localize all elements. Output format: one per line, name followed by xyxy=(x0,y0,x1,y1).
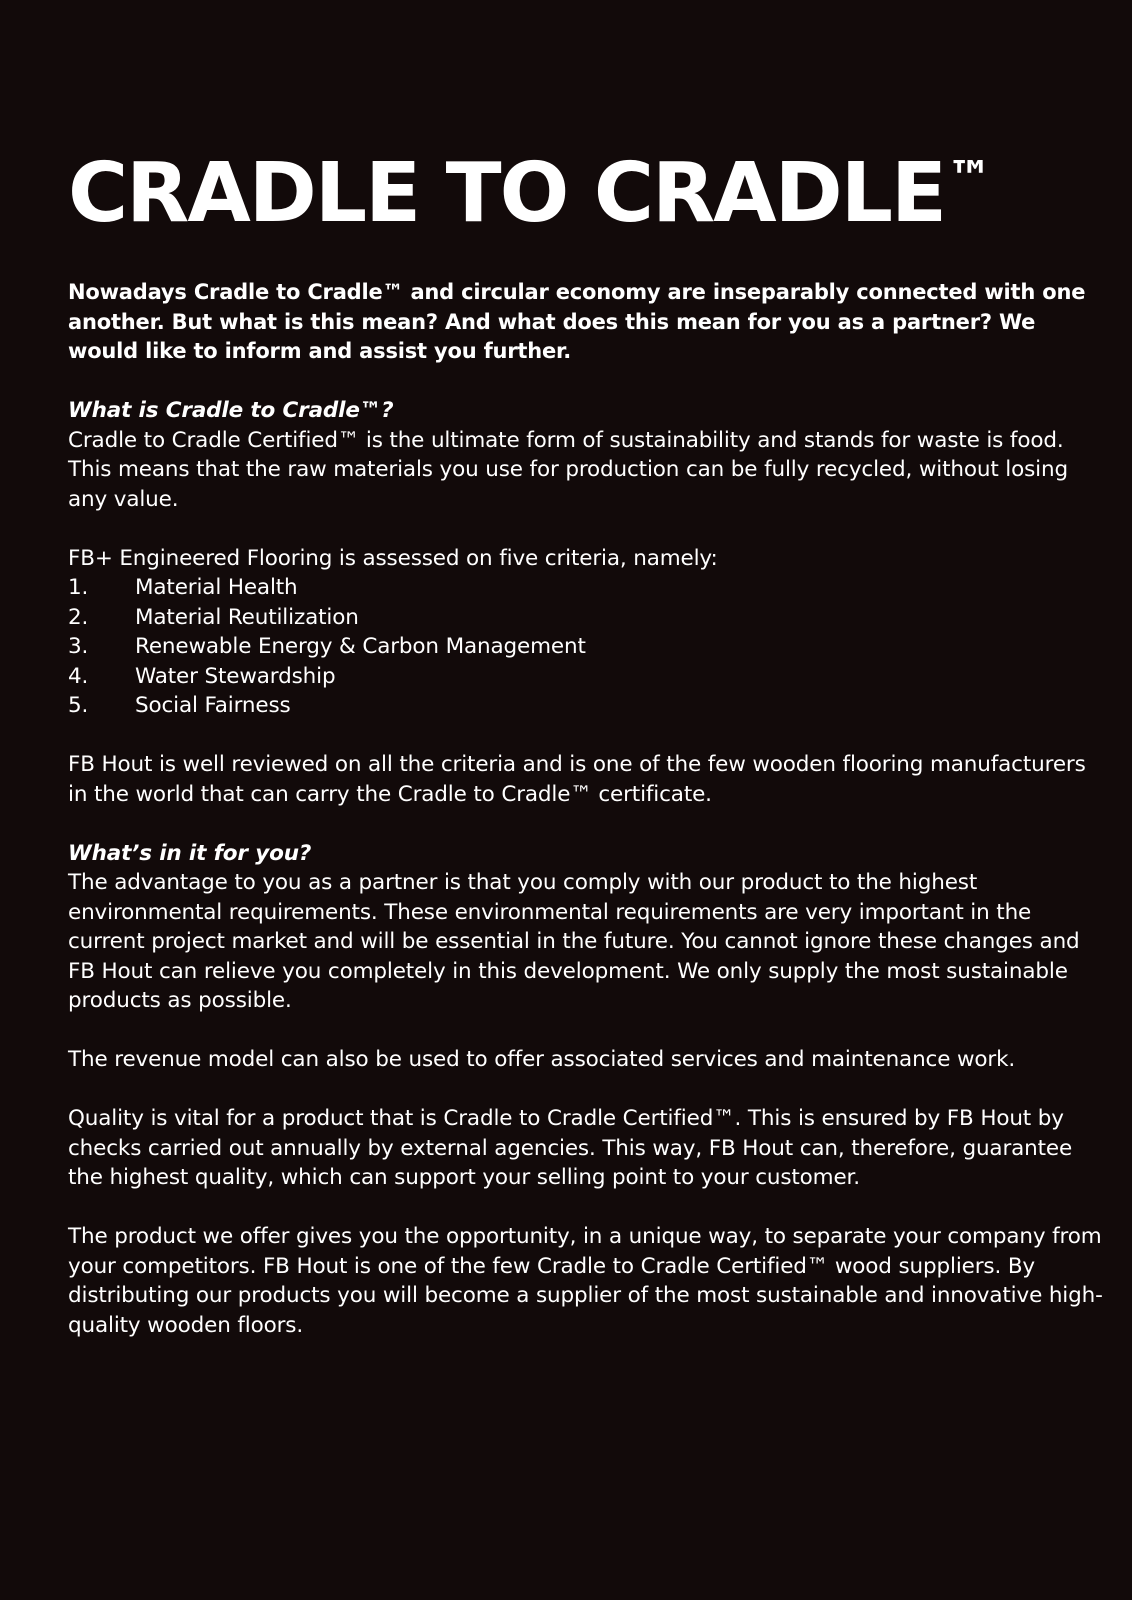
criteria-section xyxy=(68,544,1108,721)
list-item xyxy=(68,573,1108,603)
document-page xyxy=(68,0,1108,1600)
list-item xyxy=(68,603,1108,633)
document-body xyxy=(68,278,1108,1370)
list-item xyxy=(68,662,1108,692)
product-paragraph: The product we offer gives you the opportunity, in a unique way, to separate your company from your competitors. FB Hout is one of the few Cradle to Cradle Certified™ wood suppliers. By distributing our products you will become a supplier of the most sustainable and innovative high-quality wooden floors. xyxy=(68,1224,1103,1338)
review-paragraph: FB Hout is well reviewed on all the criteria and is one of the few wooden flooring manufacturers in the world that can carry the Cradle to Cradle™ certificate. xyxy=(68,752,1086,807)
quality-paragraph: Quality is vital for a product that is Cradle to Cradle Certified™. This is ensured by FB Hout by checks carried out annually by external agencies. This way, FB Hout can, therefore, guarantee the highest quality, which can support your selling point to your customer. xyxy=(68,1106,1073,1190)
list-item-label: Renewable Energy & Carbon Management xyxy=(135,634,586,659)
intro-paragraph: Nowadays Cradle to Cradle™ and circular economy are inseparably connected with one another. But what is this mean? And what does this mean for you as a partner? We would like to inform and assist you further. xyxy=(68,280,1086,363)
section-body-whats-in-it: The advantage to you as a partner is that you comply with our product to the highest environmental requirements. These environmental requirements are very important in the current project market and will be essential in the future. You cannot ignore these changes and FB Hout can relieve you completely in this development. We only supply the most sustainable products as possible. xyxy=(68,870,1080,1013)
section-whats-in-it xyxy=(68,839,1108,1016)
page-title xyxy=(68,128,992,244)
list-item-label: Material Health xyxy=(135,575,298,600)
list-item-number: 1. xyxy=(68,575,89,600)
section-what-is xyxy=(68,396,1108,514)
list-item xyxy=(68,632,1108,662)
list-item xyxy=(68,691,1108,721)
list-item-label: Social Fairness xyxy=(135,693,291,718)
trademark-mark: ™ xyxy=(946,151,993,204)
list-item-number: 4. xyxy=(68,663,89,689)
list-item-number: 3. xyxy=(68,634,89,659)
section-body-what-is: Cradle to Cradle Certified™ is the ultimate form of sustainability and stands for waste is food. This means that the raw materials you use for production can be fully recycled, without losing any value. xyxy=(68,427,1068,512)
revenue-paragraph: The revenue model can also be used to offer associated services and maintenance work. xyxy=(68,1047,1016,1072)
list-item-label: Water Stewardship xyxy=(135,663,336,689)
section-heading-whats-in-it: What’s in it for you? xyxy=(68,840,312,866)
criteria-lead: FB+ Engineered Flooring is assessed on five criteria, namely: xyxy=(68,545,718,571)
list-item-label: Material Reutilization xyxy=(135,604,359,630)
page-title-text: CRADLE TO CRADLE xyxy=(68,145,945,241)
list-item-number: 5. xyxy=(68,693,89,718)
criteria-list xyxy=(68,573,1108,721)
list-item-number: 2. xyxy=(68,604,89,630)
section-heading-what-is: What is Cradle to Cradle™? xyxy=(68,398,394,423)
